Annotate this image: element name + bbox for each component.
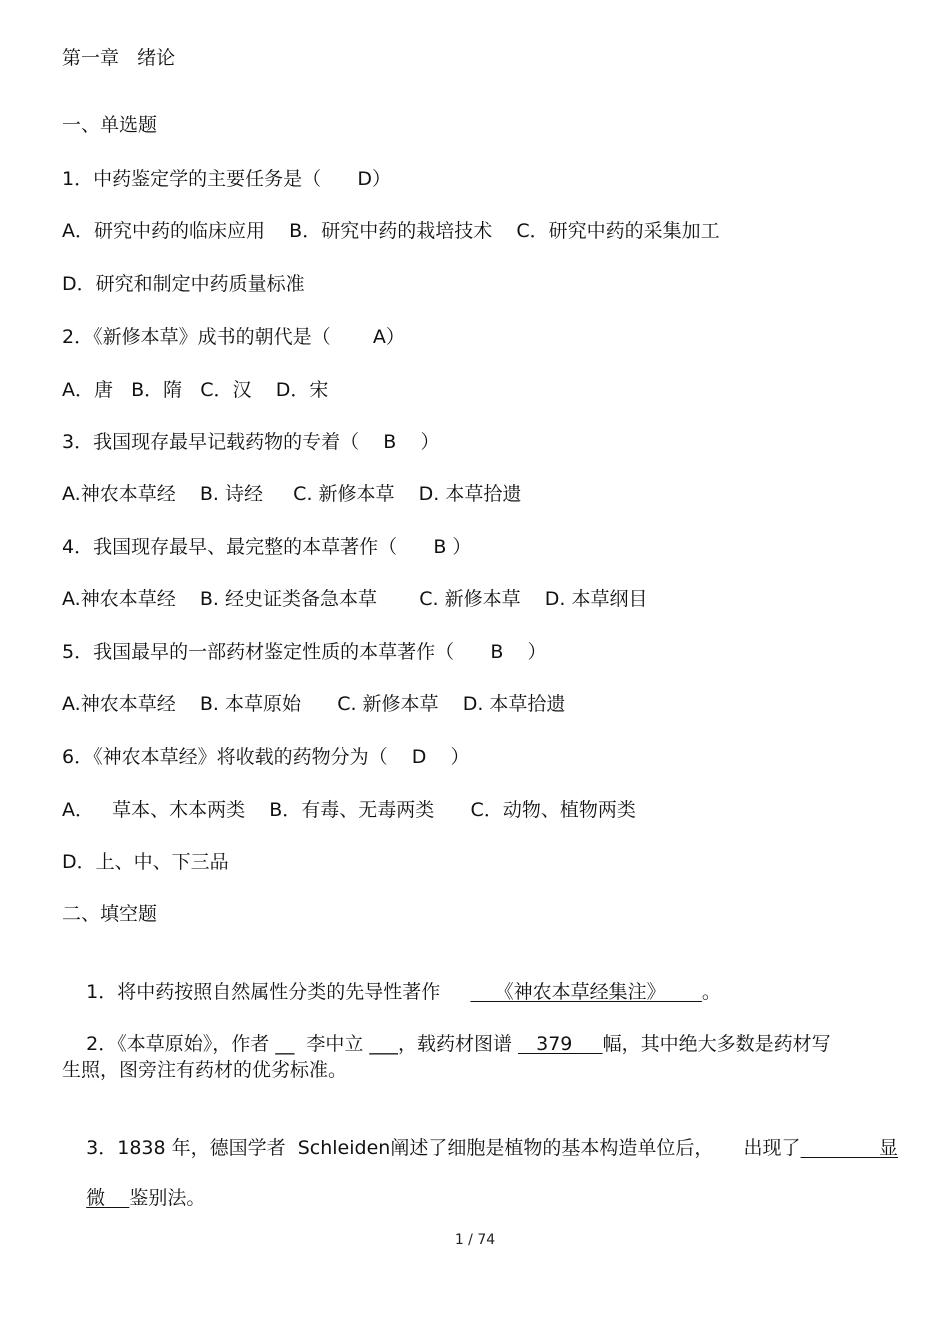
fill-question-1-text: 1．将中药按照自然属性分类的先导性著作 xyxy=(86,981,471,1003)
fill-question-2-text: 2．《本草原始》，作者 xyxy=(86,1033,276,1055)
question-2-options: A．唐 B．隋 C．汉 D．宋 xyxy=(62,379,329,401)
section-title-fill-blank: 二、填空题 xyxy=(62,903,158,925)
fill-question-1-answer: 《神农本草经集注》 xyxy=(470,981,702,1003)
question-2-stem: 2．《新修本草》成书的朝代是（ A） xyxy=(62,326,405,348)
fill-question-2-count-answer: 379 xyxy=(517,1033,603,1055)
question-5-stem: 5．我国最早的一部药材鉴定性质的本草著作（ B ） xyxy=(62,641,547,663)
page-number: 1 / 74 xyxy=(454,1232,496,1248)
question-5-options: A.神农本草经 B. 本草原始 C. 新修本草 D. 本草拾遗 xyxy=(62,693,566,715)
question-3-stem: 3．我国现存最早记载药物的专着（ B ） xyxy=(62,431,440,453)
question-6-options: D．上、中、下三品 xyxy=(62,851,229,873)
question-4-stem: 4．我国现存最早、最完整的本草著作（ B ） xyxy=(62,536,472,558)
question-1-stem: 1．中药鉴定学的主要任务是（ D） xyxy=(62,168,391,190)
fill-question-3-text: 鉴别法。 xyxy=(129,1187,206,1209)
question-1-options: D．研究和制定中药质量标准 xyxy=(62,273,305,295)
fill-question-2-author-answer: __ 李中立 ___ xyxy=(275,1033,398,1055)
fill-question-2-text: 幅，其中绝大多数是药材写 xyxy=(602,1033,831,1055)
question-6-options: A． 草本、木本两类 B．有毒、无毒两类 C．动物、植物两类 xyxy=(62,799,636,821)
section-title-single-choice: 一、单选题 xyxy=(62,114,158,136)
fill-question-3-text: 3．1838 年，德国学者 Schleiden阐述了细胞是植物的基本构造单位后， 出现了 xyxy=(86,1137,801,1159)
question-1-options: A．研究中药的临床应用 B．研究中药的栽培技术 C．研究中药的采集加工 xyxy=(62,220,720,242)
question-3-options: A.神农本草经 B. 诗经 C. 新修本草 D. 本草拾遗 xyxy=(62,483,522,505)
fill-question-2-line2: 生照，图旁注有药材的优劣标准。 xyxy=(62,1059,348,1081)
fill-question-3-answer: 微 xyxy=(86,1187,130,1209)
question-4-options: A.神农本草经 B. 经史证类备急本草 C. 新修本草 D. 本草纲目 xyxy=(62,588,648,610)
fill-question-1-end: 。 xyxy=(701,981,721,1003)
fill-question-3-answer: 显 xyxy=(800,1137,899,1159)
chapter-title: 第一章 绪论 xyxy=(62,47,176,69)
fill-question-2-text: ，载药材图谱 xyxy=(397,1033,518,1055)
fill-question-3-line2 xyxy=(62,1162,205,1234)
question-6-stem: 6．《神农本草经》将收载的药物分为（ D ） xyxy=(62,746,470,768)
